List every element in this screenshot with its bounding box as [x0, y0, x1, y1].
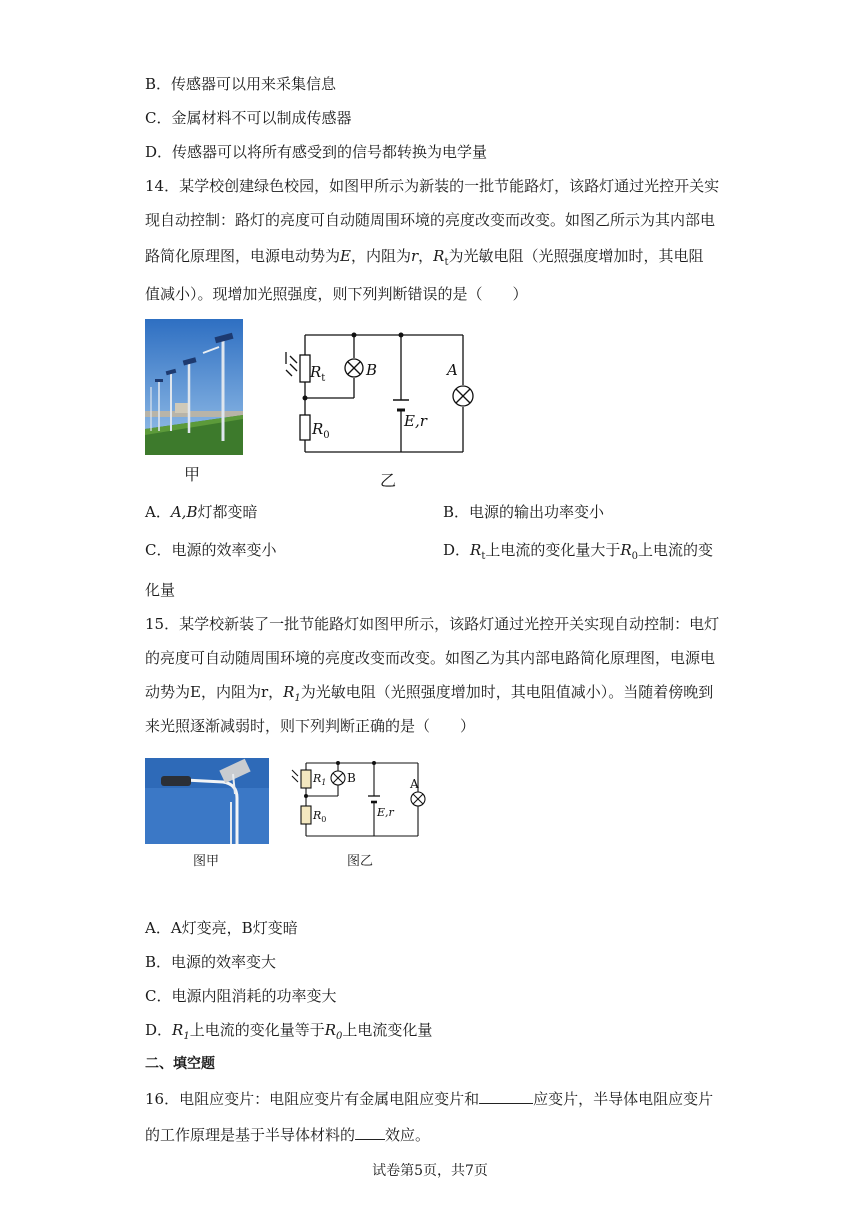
- q13-option-b: B．传感器可以用来采集信息: [145, 75, 337, 93]
- street-lamp-photo: [145, 319, 243, 455]
- q16-blank-1[interactable]: [479, 1088, 533, 1104]
- q15-option-d: D．$R_1$上电流的变化量等于$R_0$上电流变化量: [145, 1021, 433, 1042]
- q14-option-b: B．电源的输出功率变小: [443, 503, 605, 521]
- figure-jia-caption: 图甲: [193, 854, 220, 869]
- q14-option-d-wrap: 化量: [145, 581, 176, 599]
- figure-b-caption: 乙: [380, 471, 397, 490]
- q14-option-d: D．$R_t$上电流的变化量大于$R_0$上电流的变: [443, 541, 714, 562]
- single-lamp-photo: [145, 758, 269, 844]
- q14-stem-line4: 值减小）。现增加光照强度，则下列判断错误的是（ ）: [145, 285, 528, 303]
- circuit-diagram-14: [282, 320, 482, 490]
- q15-stem-line4: 来光照逐渐减弱时，则下列判断正确的是（ ）: [145, 717, 476, 735]
- lamp-a-label: A: [447, 361, 458, 379]
- rt-label: $R_t$: [310, 363, 326, 384]
- q15-option-b: B．电源的效率变大: [145, 953, 277, 971]
- figure-yi-caption: 图乙: [347, 854, 374, 869]
- figure-a-caption: 甲: [184, 465, 201, 484]
- q14-stem-line3: 路简化原理图，电源电动势为E，内阻为r，$R_t$为光敏电阻（光照强度增加时，其电阻: [145, 247, 704, 268]
- q15-stem-line3: 动势为E，内阻为r，$R_1$为光敏电阻（光照强度增加时，其电阻值减小）。当随着傍晚到: [145, 683, 714, 704]
- q15-stem-line1: 15．某学校新装了一批节能路灯如图甲所示，该路灯通过光控开关实现自动控制：电灯: [145, 615, 720, 633]
- q14-option-a: A．A,B灯都变暗: [145, 503, 258, 521]
- q16-blank-2[interactable]: [355, 1124, 385, 1140]
- section-title: 二、填空题: [145, 1056, 215, 1072]
- q13-option-c: C．金属材料不可以制成传感器: [145, 109, 352, 127]
- svg-text:B: B: [347, 771, 356, 785]
- q15-option-c: C．电源内阻消耗的功率变大: [145, 987, 337, 1005]
- emf-label: E,r: [404, 412, 427, 430]
- q15-option-a: A．A灯变亮，B灯变暗: [145, 919, 298, 937]
- q14-option-c: C．电源的效率变小: [145, 541, 277, 559]
- svg-text:A: A: [410, 777, 419, 791]
- q14-stem-line1: 14．某学校创建绿色校园，如图甲所示为新装的一批节能路灯，该路灯通过光控开关实: [145, 177, 720, 195]
- r0-label: $R_0$: [312, 420, 330, 441]
- page-footer: 试卷第5页，共7页: [372, 1163, 488, 1179]
- q16-line1: 16．电阻应变片：电阻应变片有金属电阻应变片和 应变片，半导体电阻应变片: [145, 1090, 714, 1108]
- q14-stem-line2: 现自动控制：路灯的亮度可自动随周围环境的亮度改变而改变。如图乙所示为其内部电: [145, 211, 716, 229]
- svg-text:E,r: E,r: [377, 806, 394, 819]
- svg-text:R0: $R_0$: [313, 809, 327, 824]
- q16-line2: 的工作原理是基于半导体材料的 效应。: [145, 1126, 431, 1144]
- svg-text:R1: $R_1$: [313, 772, 327, 787]
- circuit-diagram-15: [288, 758, 438, 850]
- lamp-b-label: B: [366, 361, 378, 379]
- q15-stem-line2: 的亮度可自动随周围环境的亮度改变而改变。如图乙为其内部电路简化原理图，电源电: [145, 649, 716, 667]
- q13-option-d: D．传感器可以将所有感受到的信号都转换为电学量: [145, 143, 488, 161]
